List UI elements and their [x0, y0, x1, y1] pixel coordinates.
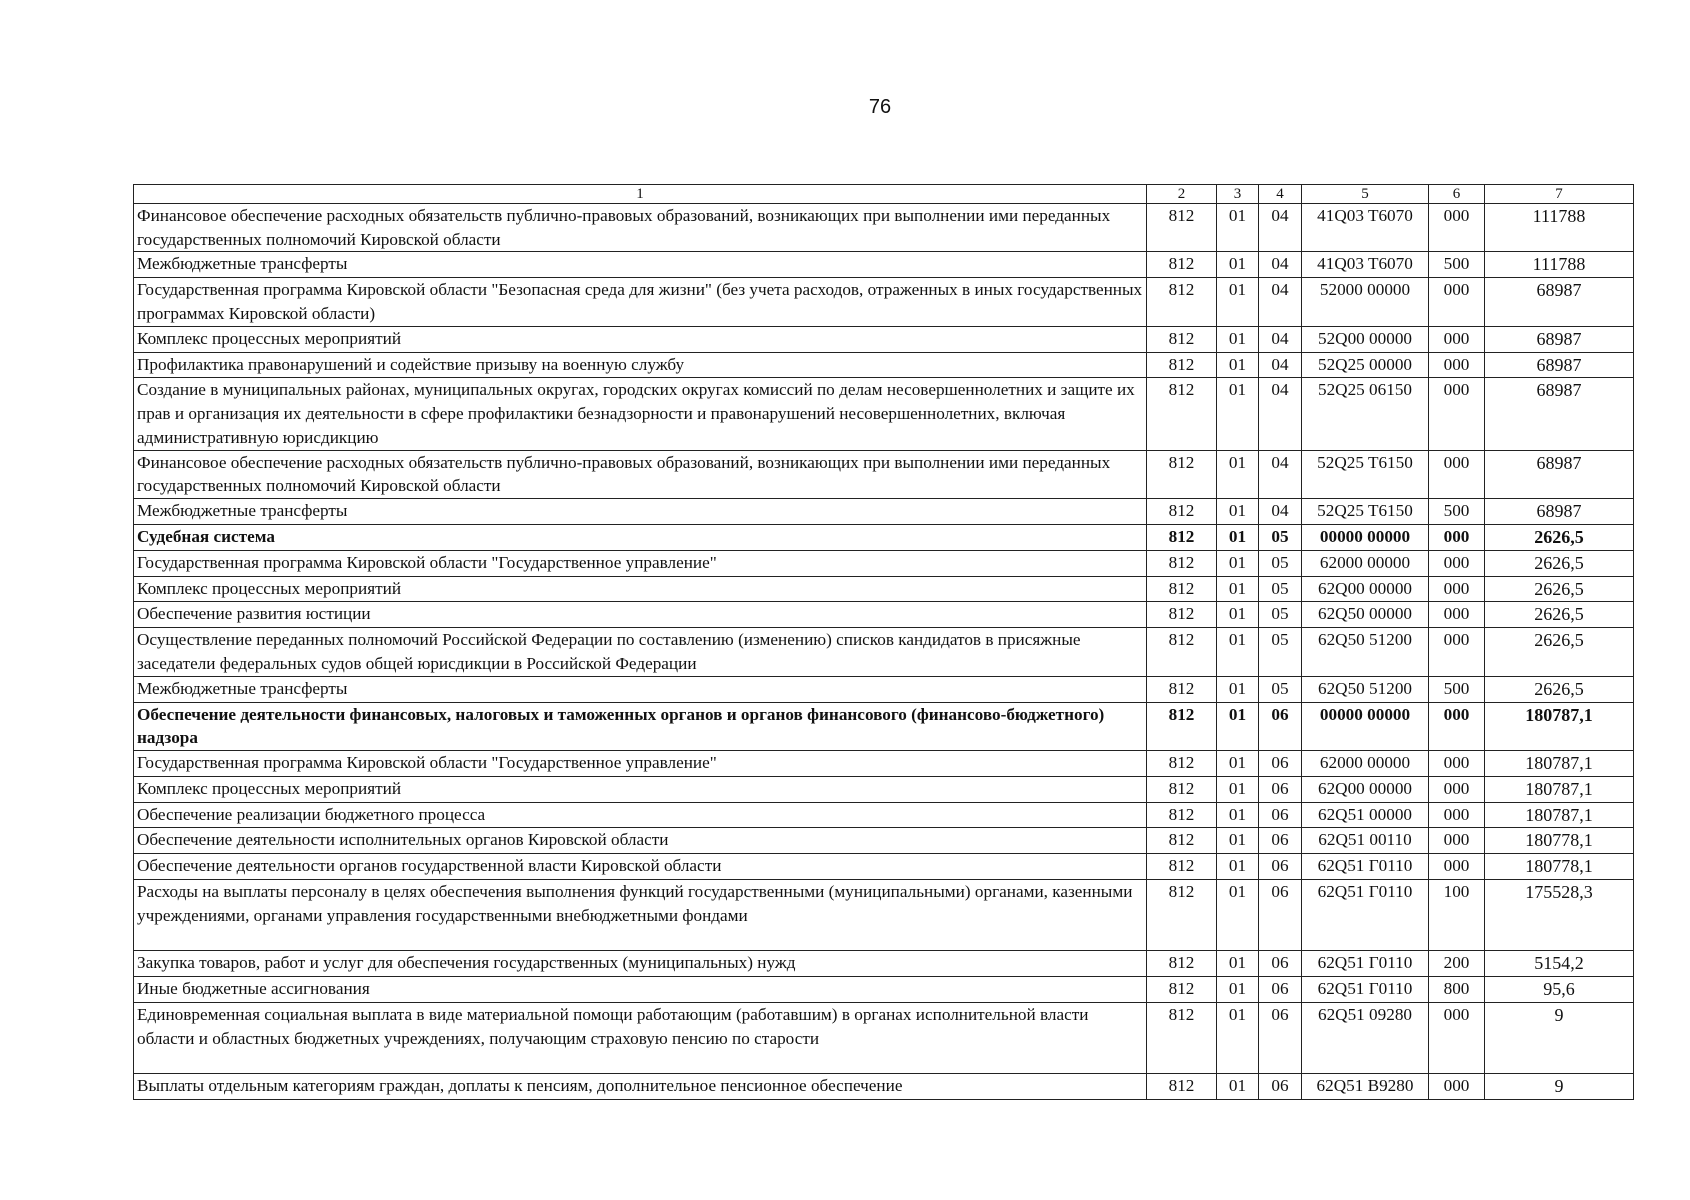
section-code-cell: 01 [1217, 450, 1259, 498]
subsection-code-cell: 05 [1259, 550, 1302, 576]
subsection-code-cell: 04 [1259, 326, 1302, 352]
grbs-code-cell: 812 [1147, 576, 1217, 602]
section-code-cell: 01 [1217, 951, 1259, 977]
row-name-cell: Финансовое обеспечение расходных обязательств публично-правовых образований, возникающих при выполнении ими переданных государственных полномочий Кировской области [134, 204, 1147, 252]
subsection-code-cell: 06 [1259, 702, 1302, 750]
table-body [134, 204, 1634, 1100]
row-name-cell: Государственная программа Кировской области "Безопасная среда для жизни" (без учета расходов, отраженных в иных государственных программах Кировской области) [134, 278, 1147, 326]
table-row [134, 951, 1634, 977]
expense-type-cell: 000 [1429, 204, 1485, 252]
section-code-cell: 01 [1217, 278, 1259, 326]
subsection-code-cell: 05 [1259, 628, 1302, 676]
amount-cell: 2626,5 [1485, 576, 1634, 602]
table-row [134, 1002, 1634, 1073]
target-article-cell: 62Q51 Г0110 [1302, 976, 1429, 1002]
amount-cell: 2626,5 [1485, 602, 1634, 628]
amount-cell: 68987 [1485, 278, 1634, 326]
amount-cell: 95,6 [1485, 976, 1634, 1002]
row-name-cell: Государственная программа Кировской области "Государственное управление" [134, 751, 1147, 777]
subsection-code-cell: 06 [1259, 751, 1302, 777]
grbs-code-cell: 812 [1147, 854, 1217, 880]
subsection-code-cell: 06 [1259, 951, 1302, 977]
section-code-cell: 01 [1217, 550, 1259, 576]
expense-type-cell: 500 [1429, 676, 1485, 702]
section-code-cell: 01 [1217, 676, 1259, 702]
grbs-code-cell: 812 [1147, 204, 1217, 252]
row-name-cell: Комплекс процессных мероприятий [134, 576, 1147, 602]
section-code-cell: 01 [1217, 976, 1259, 1002]
table-row [134, 976, 1634, 1002]
expense-type-cell: 800 [1429, 976, 1485, 1002]
subsection-code-cell: 06 [1259, 776, 1302, 802]
expense-type-cell: 000 [1429, 450, 1485, 498]
section-code-cell: 01 [1217, 628, 1259, 676]
subsection-code-cell: 06 [1259, 880, 1302, 951]
amount-cell: 180778,1 [1485, 828, 1634, 854]
target-article-cell: 62Q50 51200 [1302, 676, 1429, 702]
column-header: 6 [1429, 185, 1485, 204]
target-article-cell: 62Q51 09280 [1302, 1002, 1429, 1073]
table-row [134, 776, 1634, 802]
target-article-cell: 62Q00 00000 [1302, 576, 1429, 602]
amount-cell: 2626,5 [1485, 628, 1634, 676]
amount-cell: 68987 [1485, 326, 1634, 352]
amount-cell: 2626,5 [1485, 550, 1634, 576]
table-row [134, 628, 1634, 676]
amount-cell: 180787,1 [1485, 802, 1634, 828]
row-name-cell: Судебная система [134, 524, 1147, 550]
section-code-cell: 01 [1217, 751, 1259, 777]
row-name-cell: Единовременная социальная выплата в виде материальной помощи работающим (работавшим) в органах исполнительной власти области и областных бюджетных учреждениях, получающим страховую пенсию по старости [134, 1002, 1147, 1073]
row-name-cell: Расходы на выплаты персоналу в целях обеспечения выполнения функций государственными (муниципальными) органами, казенными учреждениями, органами управления государственными внебюджетными фондами [134, 880, 1147, 951]
table-row [134, 880, 1634, 951]
table-row [134, 802, 1634, 828]
table-row [134, 676, 1634, 702]
subsection-code-cell: 05 [1259, 576, 1302, 602]
target-article-cell: 00000 00000 [1302, 524, 1429, 550]
target-article-cell: 62Q51 Г0110 [1302, 854, 1429, 880]
amount-cell: 2626,5 [1485, 524, 1634, 550]
section-code-cell: 01 [1217, 378, 1259, 450]
table-row [134, 499, 1634, 525]
grbs-code-cell: 812 [1147, 776, 1217, 802]
table-row [134, 602, 1634, 628]
budget-table [133, 184, 1634, 1100]
target-article-cell: 62000 00000 [1302, 550, 1429, 576]
subsection-code-cell: 04 [1259, 204, 1302, 252]
subsection-code-cell: 06 [1259, 828, 1302, 854]
grbs-code-cell: 812 [1147, 751, 1217, 777]
column-header: 1 [134, 185, 1147, 204]
expense-type-cell: 000 [1429, 524, 1485, 550]
section-code-cell: 01 [1217, 576, 1259, 602]
column-header: 7 [1485, 185, 1634, 204]
table-row [134, 576, 1634, 602]
expense-type-cell: 500 [1429, 499, 1485, 525]
section-code-cell: 01 [1217, 702, 1259, 750]
row-name-cell: Создание в муниципальных районах, муниципальных округах, городских округах комиссий по делам несовершеннолетних и защите их прав и организация их деятельности в сфере профилактики безнадзорности и правонарушений несовершеннолетних, включая административную юрисдикцию [134, 378, 1147, 450]
subsection-code-cell: 04 [1259, 450, 1302, 498]
table-row [134, 524, 1634, 550]
subsection-code-cell: 05 [1259, 602, 1302, 628]
subsection-code-cell: 05 [1259, 676, 1302, 702]
amount-cell: 180787,1 [1485, 751, 1634, 777]
expense-type-cell: 000 [1429, 550, 1485, 576]
section-code-cell: 01 [1217, 1002, 1259, 1073]
grbs-code-cell: 812 [1147, 499, 1217, 525]
grbs-code-cell: 812 [1147, 602, 1217, 628]
expense-type-cell: 000 [1429, 1073, 1485, 1099]
section-code-cell: 01 [1217, 602, 1259, 628]
row-name-cell: Обеспечение развития юстиции [134, 602, 1147, 628]
row-name-cell: Финансовое обеспечение расходных обязательств публично-правовых образований, возникающих при выполнении ими переданных государственных полномочий Кировской области [134, 450, 1147, 498]
target-article-cell: 52Q00 00000 [1302, 326, 1429, 352]
section-code-cell: 01 [1217, 802, 1259, 828]
grbs-code-cell: 812 [1147, 628, 1217, 676]
subsection-code-cell: 04 [1259, 278, 1302, 326]
column-header: 5 [1302, 185, 1429, 204]
target-article-cell: 41Q03 T6070 [1302, 252, 1429, 278]
row-name-cell: Обеспечение реализации бюджетного процесса [134, 802, 1147, 828]
expense-type-cell: 100 [1429, 880, 1485, 951]
target-article-cell: 62Q51 Г0110 [1302, 880, 1429, 951]
expense-type-cell: 000 [1429, 751, 1485, 777]
grbs-code-cell: 812 [1147, 976, 1217, 1002]
amount-cell: 68987 [1485, 352, 1634, 378]
row-name-cell: Государственная программа Кировской области "Государственное управление" [134, 550, 1147, 576]
column-header: 4 [1259, 185, 1302, 204]
target-article-cell: 62Q50 51200 [1302, 628, 1429, 676]
target-article-cell: 52Q25 T6150 [1302, 499, 1429, 525]
section-code-cell: 01 [1217, 352, 1259, 378]
expense-type-cell: 000 [1429, 352, 1485, 378]
amount-cell: 111788 [1485, 204, 1634, 252]
target-article-cell: 41Q03 T6070 [1302, 204, 1429, 252]
target-article-cell: 52000 00000 [1302, 278, 1429, 326]
amount-cell: 180787,1 [1485, 702, 1634, 750]
table-row [134, 378, 1634, 450]
grbs-code-cell: 812 [1147, 802, 1217, 828]
grbs-code-cell: 812 [1147, 450, 1217, 498]
table-row [134, 326, 1634, 352]
target-article-cell: 62Q51 00000 [1302, 802, 1429, 828]
subsection-code-cell: 06 [1259, 854, 1302, 880]
page-number: 76 [868, 96, 892, 118]
table-row [134, 751, 1634, 777]
grbs-code-cell: 812 [1147, 378, 1217, 450]
section-code-cell: 01 [1217, 828, 1259, 854]
row-name-cell: Обеспечение деятельности финансовых, налоговых и таможенных органов и органов финансового (финансово-бюджетного) надзора [134, 702, 1147, 750]
target-article-cell: 52Q25 00000 [1302, 352, 1429, 378]
grbs-code-cell: 812 [1147, 1002, 1217, 1073]
header-row [134, 185, 1634, 204]
column-header: 3 [1217, 185, 1259, 204]
section-code-cell: 01 [1217, 776, 1259, 802]
section-code-cell: 01 [1217, 1073, 1259, 1099]
grbs-code-cell: 812 [1147, 550, 1217, 576]
table-row [134, 450, 1634, 498]
subsection-code-cell: 06 [1259, 1002, 1302, 1073]
amount-cell: 68987 [1485, 378, 1634, 450]
grbs-code-cell: 812 [1147, 352, 1217, 378]
section-code-cell: 01 [1217, 524, 1259, 550]
amount-cell: 68987 [1485, 450, 1634, 498]
table-row [134, 252, 1634, 278]
grbs-code-cell: 812 [1147, 252, 1217, 278]
expense-type-cell: 000 [1429, 802, 1485, 828]
row-name-cell: Выплаты отдельным категориям граждан, доплаты к пенсиям, дополнительное пенсионное обеспечение [134, 1073, 1147, 1099]
grbs-code-cell: 812 [1147, 1073, 1217, 1099]
subsection-code-cell: 04 [1259, 499, 1302, 525]
table-row [134, 352, 1634, 378]
grbs-code-cell: 812 [1147, 880, 1217, 951]
section-code-cell: 01 [1217, 854, 1259, 880]
expense-type-cell: 000 [1429, 828, 1485, 854]
expense-type-cell: 000 [1429, 1002, 1485, 1073]
row-name-cell: Комплекс процессных мероприятий [134, 776, 1147, 802]
row-name-cell: Иные бюджетные ассигнования [134, 976, 1147, 1002]
amount-cell: 180778,1 [1485, 854, 1634, 880]
grbs-code-cell: 812 [1147, 524, 1217, 550]
target-article-cell: 52Q25 06150 [1302, 378, 1429, 450]
expense-type-cell: 000 [1429, 628, 1485, 676]
expense-type-cell: 000 [1429, 278, 1485, 326]
target-article-cell: 62Q00 00000 [1302, 776, 1429, 802]
section-code-cell: 01 [1217, 880, 1259, 951]
subsection-code-cell: 06 [1259, 976, 1302, 1002]
row-name-cell: Обеспечение деятельности исполнительных органов Кировской области [134, 828, 1147, 854]
subsection-code-cell: 05 [1259, 524, 1302, 550]
table-row [134, 1073, 1634, 1099]
table-row [134, 828, 1634, 854]
table-row [134, 204, 1634, 252]
section-code-cell: 01 [1217, 499, 1259, 525]
row-name-cell: Обеспечение деятельности органов государственной власти Кировской области [134, 854, 1147, 880]
row-name-cell: Межбюджетные трансферты [134, 499, 1147, 525]
expense-type-cell: 000 [1429, 326, 1485, 352]
expense-type-cell: 000 [1429, 854, 1485, 880]
row-name-cell: Закупка товаров, работ и услуг для обеспечения государственных (муниципальных) нужд [134, 951, 1147, 977]
subsection-code-cell: 04 [1259, 352, 1302, 378]
subsection-code-cell: 04 [1259, 252, 1302, 278]
expense-type-cell: 200 [1429, 951, 1485, 977]
amount-cell: 9 [1485, 1073, 1634, 1099]
column-header: 2 [1147, 185, 1217, 204]
expense-type-cell: 000 [1429, 702, 1485, 750]
target-article-cell: 62000 00000 [1302, 751, 1429, 777]
amount-cell: 2626,5 [1485, 676, 1634, 702]
amount-cell: 111788 [1485, 252, 1634, 278]
grbs-code-cell: 812 [1147, 828, 1217, 854]
amount-cell: 175528,3 [1485, 880, 1634, 951]
row-name-cell: Осуществление переданных полномочий Российской Федерации по составлению (изменению) списков кандидатов в присяжные заседатели федеральных судов общей юрисдикции в Российской Федерации [134, 628, 1147, 676]
row-name-cell: Межбюджетные трансферты [134, 676, 1147, 702]
expense-type-cell: 000 [1429, 776, 1485, 802]
expense-type-cell: 000 [1429, 378, 1485, 450]
table-row [134, 854, 1634, 880]
grbs-code-cell: 812 [1147, 951, 1217, 977]
row-name-cell: Межбюджетные трансферты [134, 252, 1147, 278]
expense-type-cell: 000 [1429, 576, 1485, 602]
amount-cell: 9 [1485, 1002, 1634, 1073]
table-row [134, 550, 1634, 576]
expense-type-cell: 500 [1429, 252, 1485, 278]
amount-cell: 68987 [1485, 499, 1634, 525]
target-article-cell: 00000 00000 [1302, 702, 1429, 750]
grbs-code-cell: 812 [1147, 702, 1217, 750]
subsection-code-cell: 04 [1259, 378, 1302, 450]
target-article-cell: 52Q25 T6150 [1302, 450, 1429, 498]
amount-cell: 180787,1 [1485, 776, 1634, 802]
row-name-cell: Комплекс процессных мероприятий [134, 326, 1147, 352]
grbs-code-cell: 812 [1147, 278, 1217, 326]
target-article-cell: 62Q51 B9280 [1302, 1073, 1429, 1099]
row-name-cell: Профилактика правонарушений и содействие призыву на военную службу [134, 352, 1147, 378]
target-article-cell: 62Q51 Г0110 [1302, 951, 1429, 977]
target-article-cell: 62Q51 00110 [1302, 828, 1429, 854]
amount-cell: 5154,2 [1485, 951, 1634, 977]
section-code-cell: 01 [1217, 252, 1259, 278]
subsection-code-cell: 06 [1259, 802, 1302, 828]
grbs-code-cell: 812 [1147, 326, 1217, 352]
grbs-code-cell: 812 [1147, 676, 1217, 702]
table-row [134, 278, 1634, 326]
target-article-cell: 62Q50 00000 [1302, 602, 1429, 628]
expense-type-cell: 000 [1429, 602, 1485, 628]
section-code-cell: 01 [1217, 204, 1259, 252]
subsection-code-cell: 06 [1259, 1073, 1302, 1099]
section-code-cell: 01 [1217, 326, 1259, 352]
table-row [134, 702, 1634, 750]
